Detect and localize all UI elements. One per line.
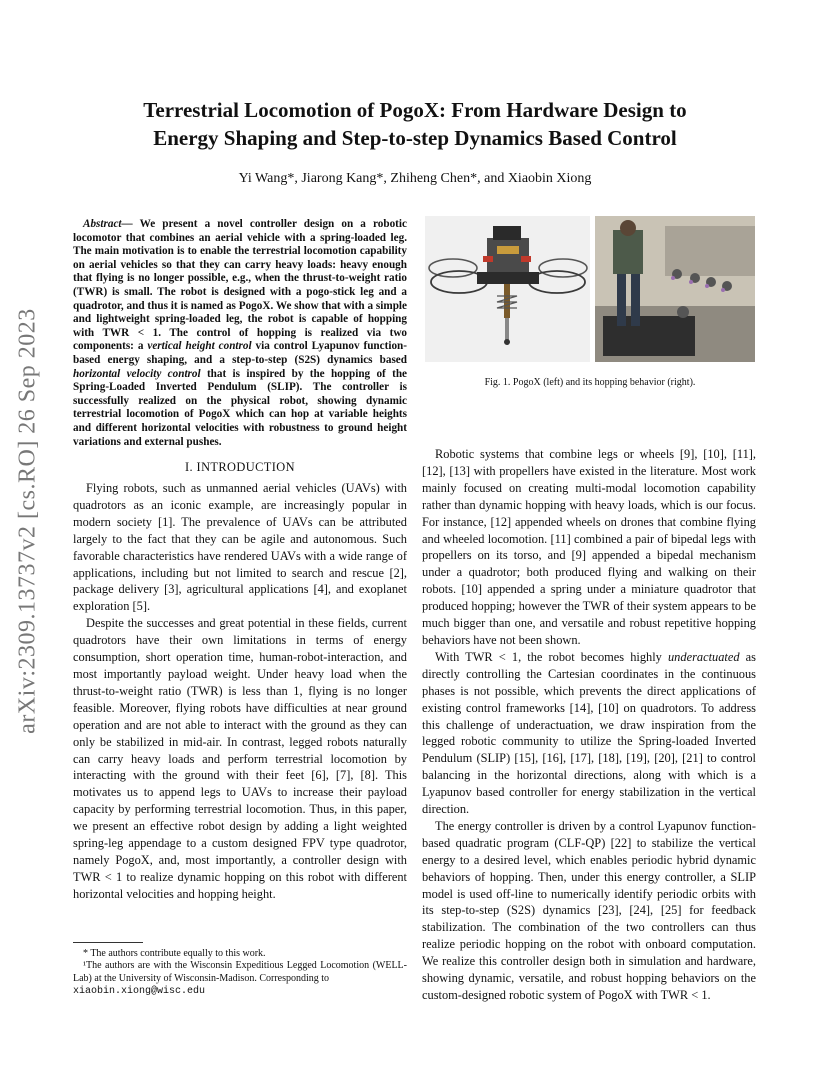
abstract <box>73 218 407 449</box>
title-line-1: Terrestrial Locomotion of PogoX: From Hardware Design to <box>143 98 687 122</box>
right-paragraph-3: The energy controller is driven by a control Lyapunov function-based quadratic program (CLF-QP) [22] to stabilize the vertical energy to a desired level, which enables periodic hybrid dynamic behaviors of hopping. Then, under this energy controller, a SLIP model is used off-line to numerically identify periodic orbits with its step-to-step (S2S) dynamics [23], [24], [25] for feedback stabilization. The combination of the two controllers can thus realize periodic hopping on the robot with onboard computation. We realize this controller design both in simulation and hardware, showing dynamic, versatile, and robust hopping behaviors on the custom-designed robotic system of PogoX with TWR < 1. <box>422 818 756 1002</box>
arxiv-identifier-text: arXiv:2309.13737v2 [cs.RO] 26 Sep 2023 <box>14 308 41 734</box>
left-column <box>73 218 407 903</box>
arxiv-identifier <box>10 286 46 756</box>
footnote-equal-contribution: * The authors contribute equally to this work. <box>83 948 266 959</box>
right-column <box>422 446 756 1004</box>
abstract-label: Abstract— <box>83 218 133 230</box>
corresponding-email: xiaobin.xiong@wisc.edu <box>73 986 206 998</box>
abstract-emphasis-1: vertical height control <box>147 340 252 353</box>
abstract-text-1: We present a novel controller design on a robotic locomotor that combines an aerial vehicle with a spring-loaded leg. The main motivation is to enable the terrestrial locomotion capability on aerial vehicles so that they can carry heavy loads: heavy enough that flying is no longer possible, e.g., when the thrust-to-weight ratio (TWR) is small. The robot is designed with a pogo-stick leg and a quadrotor, and thus it is named as PogoX. We show that with a simple and lightweight spring-loaded leg, the robot is capable of hopping with TWR < 1. The control of hopping is realized via two components: a <box>73 218 407 353</box>
emphasis-underactuated: underactuated <box>667 649 740 664</box>
abstract-text-2: via control Lyapunov function-based energy shaping, and a step-to-step (S2S) dynamics based <box>73 340 407 366</box>
figure-1-caption: Fig. 1. PogoX (left) and its hopping behavior (right). <box>484 377 696 388</box>
right-paragraph-1: Robotic systems that combine legs or wheels [9], [10], [11], [12], [13] with propellers have existed in the literature. Most work mainly focused on creating multi-modal locomotion capability rather than dynamic hopping with heavy loads, which is our focus. For instance, [12] appended wheels on drones that combine flying and wheeled locomotion. [11] combined a pair of bipedal legs with propellers on its torso, and [9] appended a bipedal mechanism under a quadrotor; both produced flying and walking on their robots. [10] appended a spring under a miniature quadrotor that produced hopping; however the TWR of their system appears to be much bigger than one, and versatile and robust repetitive hopping behaviors have not been shown. <box>422 447 756 647</box>
footnote-affiliation: ¹The authors are with the Wisconsin Expeditious Legged Locomotion (WELL-Lab) at the University of Wisconsin-Madison. Corresponding to xiaobin.xiong@wisc.edu <box>73 960 407 998</box>
title-line-2: Energy Shaping and Step-to-step Dynamics Based Control <box>153 126 677 150</box>
abstract-emphasis-2: horizontal velocity control <box>73 367 201 380</box>
hopping-behavior-photo <box>595 216 755 362</box>
intro-paragraph-2: Despite the successes and great potential in these fields, current quadrotors have their own limitations in terms of energy consumption, short operation time, human-robot-interaction, and most importantly payload weight. Under heavy load when the thrust-to-weight ratio (TWR) is less than 1, flying is no longer feasible. Moreover, flying robots have difficulties at near ground operation and are not able to interact with the ground as they can only be stabilized in mid-air. In contrast, legged robots naturally can carry heavy loads and perform terrestrial locomotion by interacting with the ground with their feet [6], [7], [8]. This motivates us to append legs to UAVs to increase their payload capacity by performing terrestrial locomotion. Thus, in this paper, we present an effective robot design by adding a light weighted spring-leg appendage to a custom designed FPV type quadrotor, namely PogoX, and, most importantly, a controller design with TWR < 1 to realize dynamic hopping on this robot with different horizontal velocities and hopping height. <box>73 616 407 901</box>
figure-1 <box>425 216 755 362</box>
footnote-rule <box>73 942 143 943</box>
right-paragraph-2: With TWR < 1, the robot becomes highly underactuated as directly controlling the Cartesian coordinates in the continuous phases is not possible, which prevents the direct applications of existing control frameworks [14], [10] on quadrotors. To address this challenge of underactuation, we draw inspiration from the legged robotic community to utilize the Spring-loaded Inverted Pendulum (SLIP) [15], [16], [17], [18], [19], [20], [21] to control balancing in the horizontal directions, along with which is a Lyapunov based controller for energy stabilization in the vertical direction. <box>422 649 756 817</box>
section-heading-introduction: I. INTRODUCTION <box>185 460 295 475</box>
pogox-robot-photo <box>425 216 590 362</box>
footnotes <box>73 942 407 999</box>
author-list: Yi Wang*, Jiarong Kang*, Zhiheng Chen*, and Xiaobin Xiong <box>238 171 592 186</box>
paper-title <box>80 96 750 152</box>
intro-paragraph-1: Flying robots, such as unmanned aerial vehicles (UAVs) with quadrotors as an iconic example, are increasingly popular in modern society [1]. The prevalence of UAVs can be attributed largely to the fact that they can be agile and autonomous. Such favorable characteristics have rendered UAVs with a wide range of applications, including but not limited to search and rescue [2], package delivery [3], agricultural applications [4], and exoplanet exploration [5]. <box>73 481 407 614</box>
abstract-text-3: that is inspired by the hopping of the Spring-Loaded Inverted Pendulum (SLIP). The controller is successfully realized on the physical robot, showing dynamic terrestrial locomotion of PogoX which can hop at variable heights and different horizontal velocities with robustness to ground height variations and external pushes. <box>73 367 408 448</box>
